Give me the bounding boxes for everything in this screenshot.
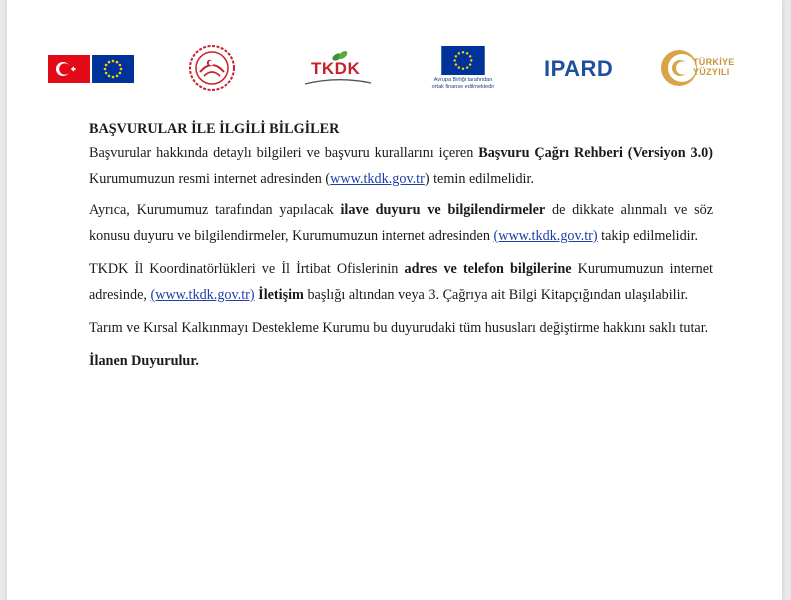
paragraph-guide [89, 140, 713, 192]
turkiye-text: TÜRKİYE [693, 57, 735, 67]
contact-section-name: İletişim [258, 287, 304, 303]
p1-text-d: ) temin edilmelidir. [424, 171, 534, 187]
ministry-seal-icon [188, 44, 236, 92]
p2-text-c: de dikkate alınmalı ve söz konusu duyuru ve bilgilendirmeler, Kurumumuzun internet adresinden [89, 202, 713, 244]
p3-text-c: Kurumumuzun internet adresinde, [89, 261, 714, 303]
ipard-logo: IPARD [544, 56, 614, 81]
paragraph-rights: Tarım ve Kırsal Kalkınmayı Destekleme Kurumu bu duyurudaki tüm hususları değiştirme hakkını saklı tutar. [89, 320, 709, 336]
p1-text-c: Kurumumuzun resmi internet adresinden ( [89, 171, 331, 187]
announcements-emphasis: ilave duyuru ve bilgilendirmeler [340, 202, 546, 218]
section-heading: BAŞVURULAR İLE İLGİLİ BİLGİLER [89, 121, 340, 137]
tkdk-website-link-2[interactable]: (www.tkdk.gov.tr) [493, 228, 598, 244]
p2-text-d: takip edilmelidir. [597, 228, 699, 244]
turkiye-yuzyili-logo [659, 46, 749, 90]
paragraph-contact [89, 256, 713, 308]
p1-text-a: Başvurular hakkında detaylı bilgileri ve başvuru kurallarını içeren [89, 145, 479, 161]
tkdk-logo [297, 50, 377, 90]
document-page [7, 0, 782, 600]
contact-emphasis: adres ve telefon bilgilerine [404, 261, 572, 277]
closing-text: İlanen Duyurulur. [89, 353, 199, 369]
eu-cofinanced-logo [417, 46, 509, 94]
yuzyili-text: YÜZYILI [693, 67, 730, 77]
eu-flag-small-icon [441, 46, 485, 75]
tkdk-wordmark: TKDK [311, 59, 361, 78]
closing-line [89, 348, 713, 374]
eu-caption-line1: Avrupa Birliği tarafından [433, 77, 493, 83]
paragraph-announcements [89, 197, 713, 249]
p3-text-a: TKDK İl Koordinatörlükleri ve İl İrtibat Ofislerinin [89, 261, 405, 277]
announcement-body [89, 118, 713, 381]
tkdk-swoosh [303, 78, 373, 86]
logo-bar [7, 0, 782, 120]
eu-flag-icon [92, 55, 134, 83]
p2-text-a: Ayrıca, Kurumumuz tarafından yapılacak [89, 202, 341, 218]
turkey-flag-icon [48, 55, 90, 83]
p3-text-f: başlığı altından veya 3. Çağrıya ait Bilgi Kitapçığından ulaşılabilir. [303, 287, 689, 303]
tkdk-website-link[interactable]: www.tkdk.gov.tr [330, 171, 425, 187]
tkdk-website-link-3[interactable]: (www.tkdk.gov.tr) [150, 287, 255, 303]
guide-name: Başvuru Çağrı Rehberi (Versiyon 3.0) [478, 145, 713, 161]
eu-caption-line2: ortak finanse edilmektedir [431, 84, 495, 90]
